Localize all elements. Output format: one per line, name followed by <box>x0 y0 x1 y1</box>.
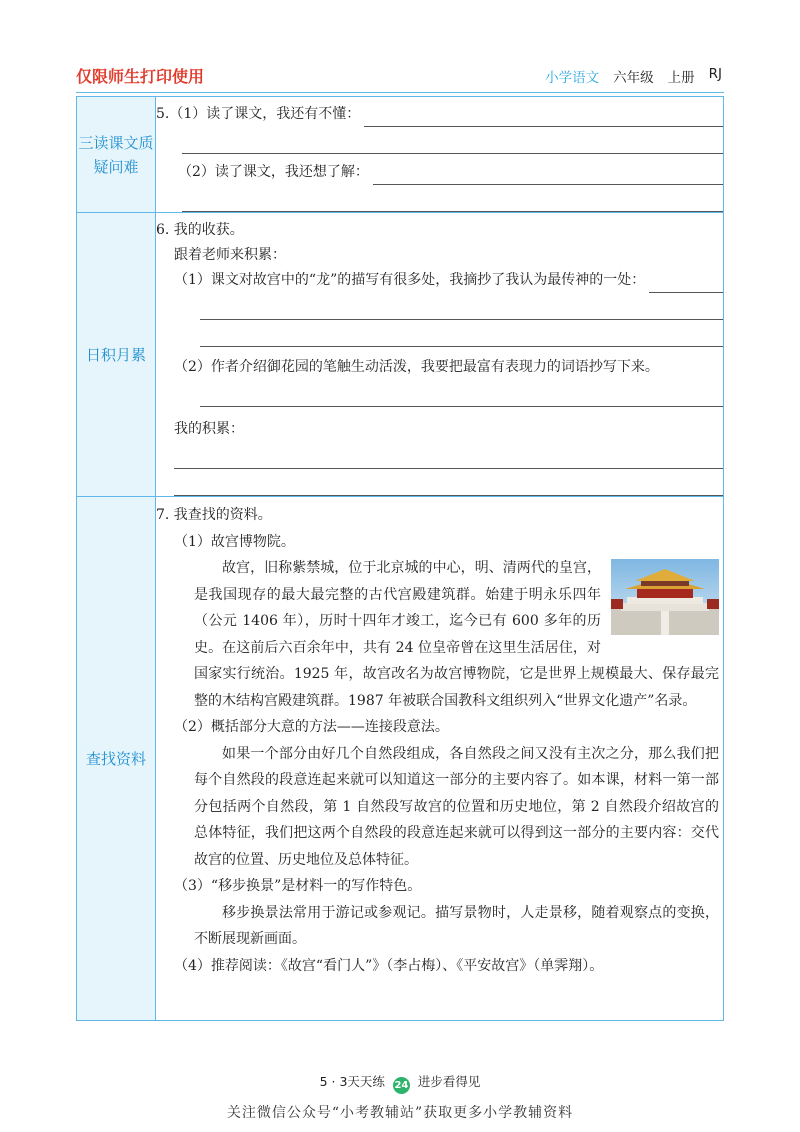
question-6-2: （2）作者介绍御花园的笔触生动活泼，我要把最富有表现力的词语抄写下来。 <box>174 359 659 375</box>
section-accumulation <box>77 213 724 497</box>
forbidden-city-photo <box>611 559 719 635</box>
answer-line[interactable] <box>200 320 723 347</box>
answer-line[interactable] <box>182 185 723 212</box>
item-1-title: （1）故宫博物院。 <box>174 533 295 550</box>
question-6-1 <box>156 268 723 293</box>
item-3-text: 移步换景法常用于游记或参观记。描写景物时，人走景移，随着观察点的变换，不断展现新画面。 <box>194 904 719 947</box>
section-label: 三读课文质疑问难 <box>77 97 156 213</box>
grade-label: 六年级 <box>613 70 654 86</box>
section-research <box>77 497 724 1021</box>
question-text: 5.（1）读了课文，我还有不懂： <box>156 106 361 122</box>
question-text: （1）课文对故宫中的“龙”的描写有很多处，我摘抄了我认为最传神的一处： <box>174 272 646 288</box>
question-5-2 <box>156 160 723 185</box>
item-2-text: 如果一个部分由好几个自然段组成，各自然段之间又没有主次之分，那么我们把每个自然段的段意连起来就可以知道这一部分的主要内容了。如本课，材料一第一部分包括两个自然段，第 1 自然段写故宫的位置和历史地位，第 2 自然段介绍故宫的总体特征，我们把这两个自然段的段意连起来就可以得到这一部分的主要内容：交代故宫的位置、历史地位及总体特征。 <box>194 745 719 868</box>
slogan: 进步看得见 <box>417 1074 481 1089</box>
series-name: 5 · 3天天练 <box>319 1074 385 1089</box>
edition-label: RJ <box>708 66 722 82</box>
answer-line[interactable] <box>373 168 723 185</box>
item-1-text: 故宫，旧称紫禁城，位于北京城的中心，明、清两代的皇宫，是我国现存的最大最完整的古代宫殿建筑群。始建于明永乐四年（公元 1406 年），历时十四年才竣工，迄今已有 600 多年的历史。在这前后六百余年中，共有 24 位皇帝曾在这里生活居住，对国家实行统治。1925 年，故宫改名为故宫博物院，它是世界上规模最大、保存最完整的木结构宫殿建筑群。1987 年被联合国教科文组织列入“世界文化遗产”名录。 <box>194 560 719 709</box>
page-footer <box>0 1072 800 1094</box>
answer-line[interactable] <box>182 127 723 154</box>
question-5-1 <box>156 102 723 127</box>
book-info <box>545 66 722 86</box>
answer-line[interactable] <box>649 276 723 293</box>
subject-label: 小学语文 <box>545 70 600 86</box>
answer-line[interactable] <box>174 442 723 469</box>
page-number: 24 <box>393 1077 410 1094</box>
header-divider <box>76 92 724 93</box>
print-notice: 仅限师生打印使用 <box>76 67 205 86</box>
section-questions <box>77 97 724 213</box>
answer-line[interactable] <box>200 380 723 407</box>
volume-label: 上册 <box>667 70 695 86</box>
item-4-title: （4）推荐阅读：《故宫“看门人”》（李占梅）、《平安故宫》（单霁翔）。 <box>174 957 604 974</box>
item-1-body <box>156 555 723 714</box>
answer-line[interactable] <box>174 469 723 496</box>
section-label: 查找资料 <box>77 497 156 1021</box>
answer-line[interactable] <box>364 110 723 127</box>
watermark-text: 关注微信公众号“小考教辅站”获取更多小学教辅资料 <box>226 1105 574 1121</box>
answer-line[interactable] <box>200 293 723 320</box>
item-3-title: （3）“移步换景”是材料一的写作特色。 <box>174 878 422 894</box>
question-6: 6. 我的收获。 <box>156 222 244 238</box>
question-text: （2）读了课文，我还想了解： <box>178 164 369 180</box>
worksheet-table <box>76 96 724 1021</box>
my-accumulation: 我的积累： <box>174 421 244 437</box>
question-7: 7. 我查找的资料。 <box>156 507 272 523</box>
section-label: 日积月累 <box>77 213 156 497</box>
question-6-intro: 跟着老师来积累： <box>174 247 286 263</box>
item-2-title: （2）概括部分大意的方法——连接段意法。 <box>174 719 449 735</box>
